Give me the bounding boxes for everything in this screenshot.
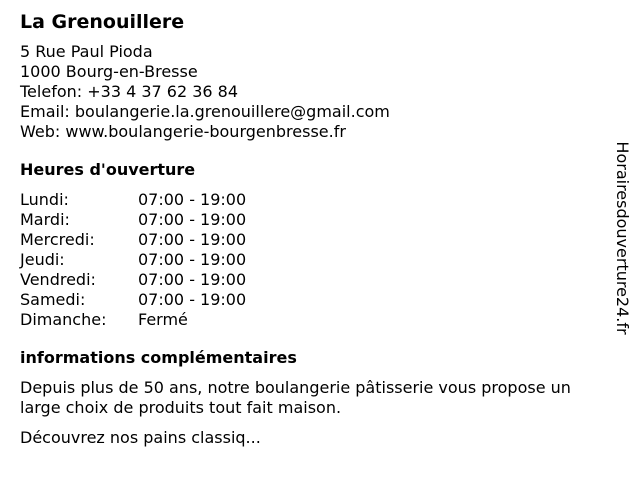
hours-time: 07:00 - 19:00 bbox=[138, 190, 247, 209]
email-line[interactable]: Email: boulangerie.la.grenouillere@gmail.com bbox=[20, 102, 390, 121]
hours-row-tuesday bbox=[20, 210, 610, 230]
hours-heading: Heures d'ouverture bbox=[20, 160, 196, 179]
contact-block bbox=[20, 42, 610, 142]
business-card bbox=[20, 10, 610, 448]
hours-time: 07:00 - 19:00 bbox=[138, 250, 247, 269]
hours-day: Jeudi: bbox=[20, 250, 65, 269]
info-paragraph: Depuis plus de 50 ans, notre boulangerie pâtisserie vous propose un large choix de produits tout fait maison. bbox=[20, 378, 571, 417]
hours-day: Dimanche: bbox=[20, 310, 107, 329]
hours-time: Fermé bbox=[138, 310, 188, 329]
hours-day: Mardi: bbox=[20, 210, 70, 229]
hours-table bbox=[20, 190, 610, 330]
side-brand-watermark: Horairesdouverture24.fr bbox=[613, 141, 632, 335]
hours-row-wednesday bbox=[20, 230, 610, 250]
hours-time: 07:00 - 19:00 bbox=[138, 230, 247, 249]
phone-line[interactable]: Telefon: +33 4 37 62 36 84 bbox=[20, 82, 239, 101]
address-city: 1000 Bourg-en-Bresse bbox=[20, 62, 198, 81]
hours-time: 07:00 - 19:00 bbox=[138, 210, 247, 229]
hours-row-thursday bbox=[20, 250, 610, 270]
web-line[interactable]: Web: www.boulangerie-bourgenbresse.fr bbox=[20, 122, 346, 141]
hours-row-saturday bbox=[20, 290, 610, 310]
hours-row-friday bbox=[20, 270, 610, 290]
hours-row-monday bbox=[20, 190, 610, 210]
hours-time: 07:00 - 19:00 bbox=[138, 290, 247, 309]
address-street: 5 Rue Paul Pioda bbox=[20, 42, 153, 61]
hours-time: 07:00 - 19:00 bbox=[138, 270, 247, 289]
business-name: La Grenouillere bbox=[20, 11, 185, 33]
hours-day: Mercredi: bbox=[20, 230, 95, 249]
info-paragraph-truncated: Découvrez nos pains classiq... bbox=[20, 428, 261, 447]
hours-day: Samedi: bbox=[20, 290, 86, 309]
hours-day: Vendredi: bbox=[20, 270, 96, 289]
info-heading: informations complémentaires bbox=[20, 348, 297, 367]
hours-day: Lundi: bbox=[20, 190, 69, 209]
hours-row-sunday bbox=[20, 310, 610, 330]
